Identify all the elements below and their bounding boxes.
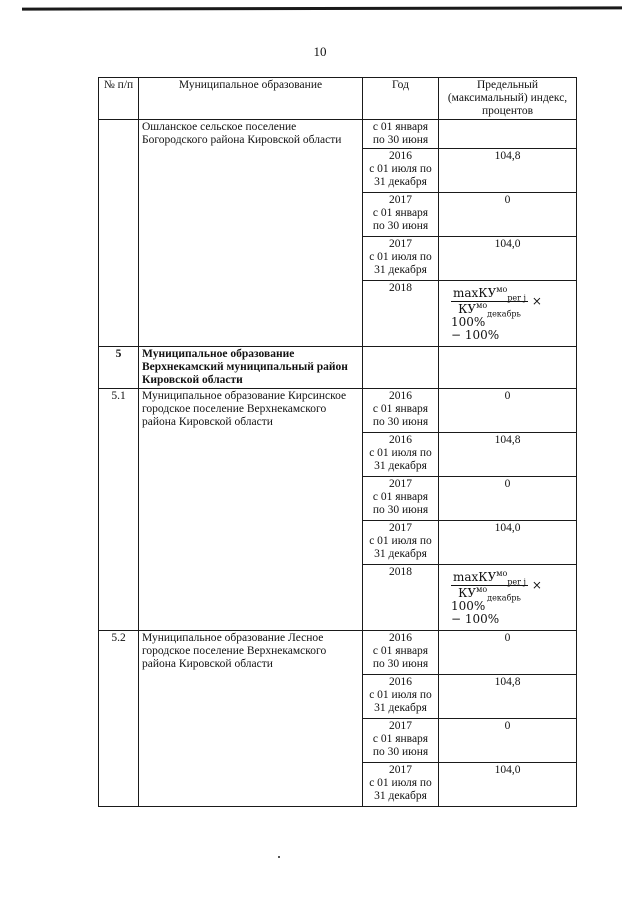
index-value: 0	[439, 389, 577, 433]
index-formula	[439, 281, 577, 347]
index-value: 104,0	[439, 237, 577, 281]
year-cell	[363, 433, 439, 477]
year-cell	[363, 281, 439, 347]
index-value	[439, 120, 577, 149]
numerator-base: maxКУ	[453, 570, 497, 584]
denominator-sup: мо	[476, 301, 488, 310]
year-cell	[363, 193, 439, 237]
formula-times: × 100%	[451, 578, 542, 613]
denominator-base: КУ	[458, 586, 477, 600]
index-value: 0	[439, 631, 577, 675]
year-label: 2016	[389, 434, 412, 446]
row-number: 5	[99, 347, 139, 389]
index-value: 104,8	[439, 675, 577, 719]
period-label: с 01 июля по 31 декабря	[369, 251, 432, 276]
page-number: 10	[313, 44, 327, 59]
denominator-base: КУ	[458, 302, 477, 316]
year-cell	[363, 763, 439, 807]
year-cell	[363, 521, 439, 565]
formula-minus: − 100%	[451, 328, 500, 342]
year-label: 2018	[389, 566, 412, 578]
year-label: 2017	[389, 194, 412, 206]
table-body	[99, 120, 577, 807]
year-label: 2017	[389, 764, 412, 776]
index-value	[439, 347, 577, 389]
index-value: 104,0	[439, 521, 577, 565]
year-cell	[363, 389, 439, 433]
municipality-name: Ошланское сельское поселение Богородского района Кировской области	[139, 120, 363, 347]
formula-numerator	[451, 571, 528, 586]
formula-times: × 100%	[451, 294, 542, 329]
year-cell	[363, 347, 439, 389]
table-row	[99, 389, 577, 433]
year-cell	[363, 631, 439, 675]
table-header-row	[99, 78, 577, 120]
index-value: 0	[439, 477, 577, 521]
period-label: с 01 июля по 31 декабря	[369, 777, 432, 802]
index-value: 0	[439, 719, 577, 763]
year-label: 2017	[389, 238, 412, 250]
period-label: с 01 июля по 31 декабря	[369, 535, 432, 560]
table-row	[99, 631, 577, 675]
numerator-sup: мо	[496, 569, 508, 578]
year-cell	[363, 675, 439, 719]
period-label: с 01 января по 30 июня	[372, 491, 429, 516]
municipality-name: Муниципальное образование Верхнекамский муниципальный район Кировской области	[139, 347, 363, 389]
period-label: с 01 июля по 31 декабря	[369, 689, 432, 714]
numerator-sub: per j	[507, 577, 527, 587]
header-index: Предельный (максимальный) индекс, процентов	[439, 78, 577, 120]
numerator-sub: per j	[507, 293, 527, 303]
row-number: 5.2	[99, 631, 139, 807]
year-label: 2018	[389, 282, 412, 294]
municipality-name: Муниципальное образование Кирсинское городское поселение Верхнекамского района Кировской области	[139, 389, 363, 631]
year-label: 2017	[389, 720, 412, 732]
year-cell	[363, 149, 439, 193]
period-label: с 01 января по 30 июня	[372, 121, 429, 146]
header-num: № п/п	[99, 78, 139, 120]
formula-fraction	[451, 569, 528, 603]
period-label: с 01 января по 30 июня	[372, 733, 429, 758]
municipality-name: Муниципальное образование Лесное городское поселение Верхнекамского района Кировской области	[139, 631, 363, 807]
index-value: 104,0	[439, 763, 577, 807]
year-cell	[363, 120, 439, 149]
index-formula	[439, 565, 577, 631]
formula-numerator	[451, 287, 528, 302]
scan-speck	[278, 856, 280, 858]
denominator-sup: мо	[476, 585, 488, 594]
row-number: 5.1	[99, 389, 139, 631]
table-row	[99, 120, 577, 149]
year-label: 2017	[389, 522, 412, 534]
numerator-base: maxКУ	[453, 286, 497, 300]
index-table	[98, 77, 577, 807]
year-cell	[363, 477, 439, 521]
index-value: 104,8	[439, 433, 577, 477]
index-value: 0	[439, 193, 577, 237]
year-cell	[363, 237, 439, 281]
year-cell	[363, 719, 439, 763]
year-label: 2017	[389, 478, 412, 490]
top-rule	[22, 6, 622, 10]
row-number	[99, 120, 139, 347]
period-label: с 01 июля по 31 декабря	[369, 447, 432, 472]
formula-denominator	[451, 585, 528, 603]
period-label: с 01 января по 30 июня	[372, 645, 429, 670]
period-label: с 01 июля по 31 декабря	[369, 163, 432, 188]
denominator-sub: декабрь	[487, 309, 521, 319]
numerator-sup: мо	[496, 285, 508, 294]
denominator-sub: декабрь	[487, 593, 521, 603]
period-label: с 01 января по 30 июня	[372, 403, 429, 428]
table-row	[99, 347, 577, 389]
year-label: 2016	[389, 150, 412, 162]
year-label: 2016	[389, 390, 412, 402]
year-label: 2016	[389, 676, 412, 688]
index-value: 104,8	[439, 149, 577, 193]
year-label: 2016	[389, 632, 412, 644]
header-municipality: Муниципальное образование	[139, 78, 363, 120]
formula-minus: − 100%	[451, 612, 500, 626]
header-year: Год	[363, 78, 439, 120]
formula-denominator	[451, 301, 528, 319]
year-cell	[363, 565, 439, 631]
formula-fraction	[451, 285, 528, 319]
period-label: с 01 января по 30 июня	[372, 207, 429, 232]
